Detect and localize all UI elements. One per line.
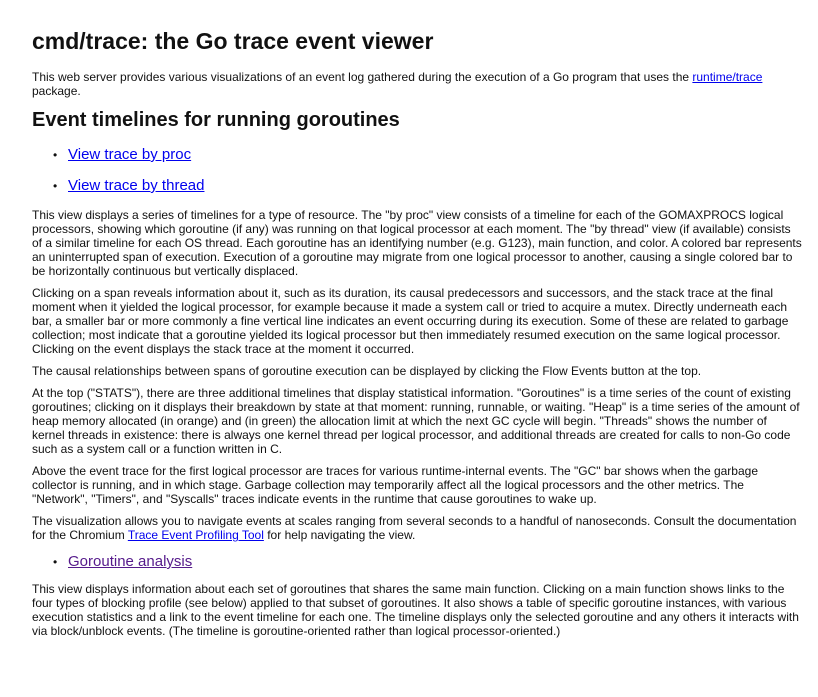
trace-viewer-page: [32, 26, 802, 638]
bullet-glyph: •: [53, 555, 58, 569]
view-trace-by-proc-link[interactable]: View trace by proc: [68, 146, 192, 163]
paragraph-navigation: [32, 514, 802, 542]
view-trace-links: [32, 145, 802, 196]
list-item-goroutine-analysis: [32, 552, 802, 572]
intro-paragraph: [32, 70, 802, 98]
paragraph-flow-events: The causal relationships between spans of goroutine execution can be displayed by clicking the Flow Events button at the top.: [32, 364, 702, 378]
runtime-trace-link[interactable]: runtime/trace: [692, 70, 763, 84]
trace-event-profiling-tool-link[interactable]: Trace Event Profiling Tool: [127, 528, 264, 542]
paragraph-stats: At the top ("STATS"), there are three additional timelines that display statistical information. "Goroutines" is a time series of the count of existing goroutines; clicking on it displays their breakdown by state at that moment: running, runnable, or waiting. "Heap" is a time series of the amount of heap memory allocated (in orange) and (in green) the allocation limit at which the next GC cycle will begin. "Threads" shows the number of kernel threads in existence: there is always one kernel thread per logical processor, and additional threads are created for calls to non-Go code such as a system call or a function written in C.: [32, 386, 800, 456]
paragraph-runtime-events: Above the event trace for the first logical processor are traces for various runtime-internal events. The "GC" bar shows when the garbage collector is running, and in which stage. Garbage collection may temporarily affect all the logical processors and the other metrics. The "Network", "Timers", and "Syscalls" traces indicate events in the runtime that cause goroutines to wake up.: [32, 464, 758, 506]
goroutine-analysis-links: [32, 552, 802, 572]
goroutine-analysis-link[interactable]: Goroutine analysis: [68, 553, 193, 570]
paragraph-span-details: Clicking on a span reveals information about it, such as its duration, its causal predecessors and successors, and the stack trace at the final moment when it yielded the logical processor, for example because it made a system call or tried to acquire a mutex. Directly underneath each bar, a smaller bar or more commonly a fine vertical line indicates an event occurring during its execution. Some of these are related to garbage collection; most indicate that a goroutine yielded its logical processor but then immediately resumed execution on the same logical processor. Clicking on the event displays the stack trace at the moment it occurred.: [32, 286, 789, 356]
intro-text-after: package.: [32, 84, 81, 98]
view-trace-by-thread-link[interactable]: View trace by thread: [68, 177, 205, 194]
paragraph-timelines-overview: This view displays a series of timelines for a type of resource. The "by proc" view consists of a timeline for each of the GOMAXPROCS logical processors, showing which goroutine (if any) was running on that logical processor at each moment. The "by thread" view (if available) consists of a similar timeline for each OS thread. Each goroutine has an identifying number (e.g. G123), main function, and color. A colored bar represents an uninterrupted span of execution. Execution of a goroutine may migrate from one logical processor to another, causing a single colored bar to be horizontally continuous but vertically displaced.: [32, 208, 802, 278]
page-title: cmd/trace: the Go trace event viewer: [32, 28, 434, 54]
list-item-view-by-thread: [32, 176, 802, 196]
section-title-event-timelines: Event timelines for running goroutines: [32, 109, 400, 131]
intro-text-before: This web server provides various visualizations of an event log gathered during the execution of a Go program that uses the: [32, 70, 693, 84]
paragraph-goroutine-analysis: This view displays information about each set of goroutines that shares the same main function. Clicking on a main function shows links to the four types of blocking profile (see below) applied to that subset of goroutines. It also shows a table of specific goroutine instances, with various execution statistics and a link to the event timeline for each one. The timeline displays only the selected goroutine and any others it interacts with via block/unblock events. (The timeline is goroutine-oriented rather than logical processor-oriented.): [32, 582, 799, 638]
navigation-text-after: for help navigating the view.: [263, 528, 416, 542]
navigation-text-before: The visualization allows you to navigate events at scales ranging from several seconds to a handful of nanoseconds. Consult the documentation for the Chromium: [32, 514, 797, 542]
list-item-view-by-proc: [32, 145, 802, 165]
bullet-glyph: •: [53, 148, 58, 162]
bullet-glyph: •: [53, 179, 58, 193]
